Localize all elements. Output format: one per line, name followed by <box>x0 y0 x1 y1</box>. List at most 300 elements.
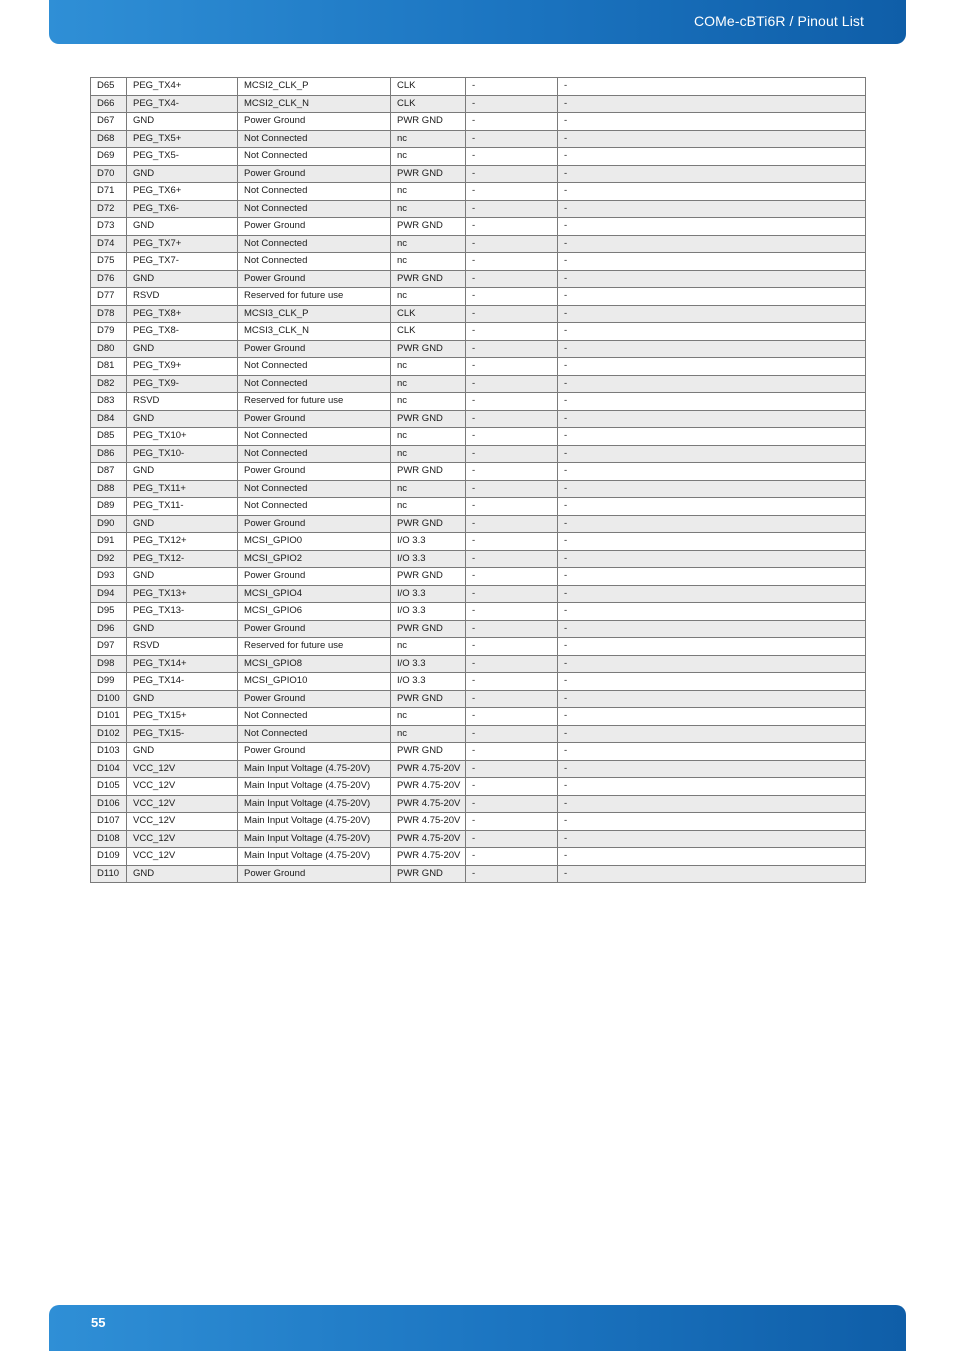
description-cell: Not Connected <box>238 130 391 148</box>
table-row <box>91 375 866 393</box>
pin-cell: D106 <box>91 795 127 813</box>
table-row <box>91 183 866 201</box>
comment-cell: - <box>558 795 866 813</box>
description-cell: Main Input Voltage (4.75-20V) <box>238 778 391 796</box>
termination-cell: - <box>466 673 558 691</box>
table-row <box>91 95 866 113</box>
description-cell: Not Connected <box>238 480 391 498</box>
comment-cell: - <box>558 830 866 848</box>
type-cell: nc <box>391 358 466 376</box>
comment-cell: - <box>558 235 866 253</box>
description-cell: Not Connected <box>238 498 391 516</box>
description-cell: Not Connected <box>238 183 391 201</box>
table-row <box>91 655 866 673</box>
type-cell: PWR GND <box>391 410 466 428</box>
type-cell: nc <box>391 498 466 516</box>
signal-cell: PEG_TX13+ <box>127 585 238 603</box>
termination-cell: - <box>466 270 558 288</box>
pin-cell: D94 <box>91 585 127 603</box>
footer-bar <box>49 1305 906 1351</box>
signal-cell: PEG_TX4- <box>127 95 238 113</box>
signal-cell: PEG_TX15- <box>127 725 238 743</box>
pin-cell: D108 <box>91 830 127 848</box>
type-cell: I/O 3.3 <box>391 533 466 551</box>
description-cell: Power Ground <box>238 113 391 131</box>
comment-cell: - <box>558 148 866 166</box>
termination-cell: - <box>466 585 558 603</box>
description-cell: Power Ground <box>238 620 391 638</box>
comment-cell: - <box>558 445 866 463</box>
table-row <box>91 760 866 778</box>
signal-cell: VCC_12V <box>127 760 238 778</box>
description-cell: MCSI_GPIO0 <box>238 533 391 551</box>
pin-cell: D91 <box>91 533 127 551</box>
termination-cell: - <box>466 410 558 428</box>
description-cell: Reserved for future use <box>238 638 391 656</box>
signal-cell: GND <box>127 113 238 131</box>
comment-cell: - <box>558 305 866 323</box>
type-cell: PWR 4.75-20V <box>391 778 466 796</box>
description-cell: Not Connected <box>238 235 391 253</box>
termination-cell: - <box>466 778 558 796</box>
signal-cell: PEG_TX14+ <box>127 655 238 673</box>
table-row <box>91 603 866 621</box>
termination-cell: - <box>466 498 558 516</box>
signal-cell: PEG_TX12+ <box>127 533 238 551</box>
type-cell: CLK <box>391 305 466 323</box>
comment-cell: - <box>558 340 866 358</box>
description-cell: Main Input Voltage (4.75-20V) <box>238 830 391 848</box>
comment-cell: - <box>558 165 866 183</box>
pin-cell: D97 <box>91 638 127 656</box>
table-row <box>91 515 866 533</box>
description-cell: Power Ground <box>238 690 391 708</box>
termination-cell: - <box>466 463 558 481</box>
table-row <box>91 235 866 253</box>
signal-cell: PEG_TX10- <box>127 445 238 463</box>
type-cell: PWR GND <box>391 690 466 708</box>
description-cell: Not Connected <box>238 708 391 726</box>
pin-cell: D75 <box>91 253 127 271</box>
table-row <box>91 165 866 183</box>
comment-cell: - <box>558 428 866 446</box>
signal-cell: PEG_TX15+ <box>127 708 238 726</box>
signal-cell: PEG_TX11- <box>127 498 238 516</box>
type-cell: nc <box>391 428 466 446</box>
type-cell: CLK <box>391 78 466 96</box>
signal-cell: RSVD <box>127 288 238 306</box>
comment-cell: - <box>558 183 866 201</box>
pin-cell: D69 <box>91 148 127 166</box>
termination-cell: - <box>466 113 558 131</box>
pin-cell: D96 <box>91 620 127 638</box>
description-cell: MCSI_GPIO4 <box>238 585 391 603</box>
comment-cell: - <box>558 778 866 796</box>
type-cell: PWR GND <box>391 743 466 761</box>
termination-cell: - <box>466 305 558 323</box>
table-row <box>91 830 866 848</box>
type-cell: nc <box>391 393 466 411</box>
termination-cell: - <box>466 445 558 463</box>
signal-cell: VCC_12V <box>127 795 238 813</box>
signal-cell: GND <box>127 690 238 708</box>
signal-cell: GND <box>127 865 238 883</box>
type-cell: PWR GND <box>391 113 466 131</box>
type-cell: PWR 4.75-20V <box>391 830 466 848</box>
termination-cell: - <box>466 655 558 673</box>
comment-cell: - <box>558 463 866 481</box>
description-cell: MCSI3_CLK_P <box>238 305 391 323</box>
comment-cell: - <box>558 218 866 236</box>
description-cell: Main Input Voltage (4.75-20V) <box>238 813 391 831</box>
table-row <box>91 743 866 761</box>
type-cell: I/O 3.3 <box>391 673 466 691</box>
termination-cell: - <box>466 130 558 148</box>
table-row <box>91 218 866 236</box>
table-row <box>91 795 866 813</box>
signal-cell: PEG_TX14- <box>127 673 238 691</box>
signal-cell: PEG_TX9+ <box>127 358 238 376</box>
document-title: COMe-cBTi6R / Pinout List <box>693 13 864 29</box>
comment-cell: - <box>558 323 866 341</box>
signal-cell: PEG_TX5+ <box>127 130 238 148</box>
type-cell: nc <box>391 445 466 463</box>
description-cell: Not Connected <box>238 725 391 743</box>
description-cell: Main Input Voltage (4.75-20V) <box>238 795 391 813</box>
termination-cell: - <box>466 200 558 218</box>
pin-cell: D104 <box>91 760 127 778</box>
termination-cell: - <box>466 725 558 743</box>
pin-cell: D101 <box>91 708 127 726</box>
type-cell: PWR GND <box>391 865 466 883</box>
comment-cell: - <box>558 253 866 271</box>
description-cell: MCSI_GPIO2 <box>238 550 391 568</box>
description-cell: Power Ground <box>238 743 391 761</box>
description-cell: Power Ground <box>238 410 391 428</box>
description-cell: Not Connected <box>238 445 391 463</box>
type-cell: CLK <box>391 95 466 113</box>
signal-cell: PEG_TX6+ <box>127 183 238 201</box>
comment-cell: - <box>558 78 866 96</box>
type-cell: nc <box>391 708 466 726</box>
comment-cell: - <box>558 655 866 673</box>
termination-cell: - <box>466 393 558 411</box>
signal-cell: PEG_TX5- <box>127 148 238 166</box>
termination-cell: - <box>466 78 558 96</box>
signal-cell: PEG_TX6- <box>127 200 238 218</box>
pin-cell: D88 <box>91 480 127 498</box>
signal-cell: GND <box>127 340 238 358</box>
pin-cell: D72 <box>91 200 127 218</box>
pin-cell: D73 <box>91 218 127 236</box>
signal-cell: GND <box>127 165 238 183</box>
description-cell: MCSI_GPIO10 <box>238 673 391 691</box>
pin-cell: D100 <box>91 690 127 708</box>
pin-cell: D93 <box>91 568 127 586</box>
signal-cell: VCC_12V <box>127 778 238 796</box>
signal-cell: PEG_TX4+ <box>127 78 238 96</box>
type-cell: nc <box>391 480 466 498</box>
signal-cell: PEG_TX7+ <box>127 235 238 253</box>
type-cell: nc <box>391 183 466 201</box>
pin-cell: D89 <box>91 498 127 516</box>
description-cell: MCSI2_CLK_N <box>238 95 391 113</box>
type-cell: PWR 4.75-20V <box>391 848 466 866</box>
table-row <box>91 288 866 306</box>
comment-cell: - <box>558 200 866 218</box>
table-row <box>91 550 866 568</box>
description-cell: Power Ground <box>238 270 391 288</box>
description-cell: MCSI_GPIO8 <box>238 655 391 673</box>
table-row <box>91 813 866 831</box>
comment-cell: - <box>558 270 866 288</box>
table-row <box>91 78 866 96</box>
table-row <box>91 725 866 743</box>
table-row <box>91 673 866 691</box>
pin-cell: D85 <box>91 428 127 446</box>
comment-cell: - <box>558 410 866 428</box>
table-row <box>91 638 866 656</box>
table-row <box>91 305 866 323</box>
pin-cell: D87 <box>91 463 127 481</box>
signal-cell: VCC_12V <box>127 830 238 848</box>
pin-cell: D79 <box>91 323 127 341</box>
pin-cell: D80 <box>91 340 127 358</box>
pin-cell: D70 <box>91 165 127 183</box>
type-cell: nc <box>391 130 466 148</box>
comment-cell: - <box>558 638 866 656</box>
pin-cell: D102 <box>91 725 127 743</box>
type-cell: PWR 4.75-20V <box>391 795 466 813</box>
description-cell: Reserved for future use <box>238 393 391 411</box>
description-cell: Reserved for future use <box>238 288 391 306</box>
pin-cell: D105 <box>91 778 127 796</box>
description-cell: Power Ground <box>238 340 391 358</box>
signal-cell: GND <box>127 410 238 428</box>
pin-cell: D65 <box>91 78 127 96</box>
termination-cell: - <box>466 848 558 866</box>
type-cell: PWR GND <box>391 218 466 236</box>
pin-cell: D78 <box>91 305 127 323</box>
pin-cell: D90 <box>91 515 127 533</box>
table-row <box>91 340 866 358</box>
termination-cell: - <box>466 165 558 183</box>
table-row <box>91 323 866 341</box>
termination-cell: - <box>466 358 558 376</box>
pin-cell: D74 <box>91 235 127 253</box>
signal-cell: PEG_TX8+ <box>127 305 238 323</box>
description-cell: Main Input Voltage (4.75-20V) <box>238 848 391 866</box>
description-cell: Not Connected <box>238 148 391 166</box>
table-row <box>91 708 866 726</box>
description-cell: MCSI_GPIO6 <box>238 603 391 621</box>
table-row <box>91 410 866 428</box>
termination-cell: - <box>466 865 558 883</box>
pin-cell: D92 <box>91 550 127 568</box>
comment-cell: - <box>558 585 866 603</box>
termination-cell: - <box>466 690 558 708</box>
signal-cell: GND <box>127 620 238 638</box>
table-row <box>91 270 866 288</box>
type-cell: PWR GND <box>391 463 466 481</box>
termination-cell: - <box>466 218 558 236</box>
type-cell: PWR GND <box>391 165 466 183</box>
termination-cell: - <box>466 148 558 166</box>
termination-cell: - <box>466 638 558 656</box>
type-cell: PWR GND <box>391 340 466 358</box>
type-cell: I/O 3.3 <box>391 603 466 621</box>
pin-cell: D103 <box>91 743 127 761</box>
table-row <box>91 148 866 166</box>
termination-cell: - <box>466 323 558 341</box>
pin-cell: D99 <box>91 673 127 691</box>
termination-cell: - <box>466 235 558 253</box>
table-row <box>91 358 866 376</box>
type-cell: PWR 4.75-20V <box>391 760 466 778</box>
signal-cell: GND <box>127 568 238 586</box>
pinout-table <box>90 77 866 883</box>
type-cell: nc <box>391 725 466 743</box>
description-cell: Not Connected <box>238 200 391 218</box>
table-row <box>91 113 866 131</box>
signal-cell: RSVD <box>127 638 238 656</box>
comment-cell: - <box>558 568 866 586</box>
table-row <box>91 568 866 586</box>
page-number: 55 <box>91 1315 106 1330</box>
termination-cell: - <box>466 760 558 778</box>
type-cell: I/O 3.3 <box>391 550 466 568</box>
comment-cell: - <box>558 690 866 708</box>
pin-cell: D95 <box>91 603 127 621</box>
comment-cell: - <box>558 760 866 778</box>
termination-cell: - <box>466 813 558 831</box>
pin-cell: D83 <box>91 393 127 411</box>
table-row <box>91 428 866 446</box>
signal-cell: GND <box>127 463 238 481</box>
type-cell: nc <box>391 253 466 271</box>
description-cell: MCSI2_CLK_P <box>238 78 391 96</box>
termination-cell: - <box>466 95 558 113</box>
termination-cell: - <box>466 550 558 568</box>
pin-cell: D67 <box>91 113 127 131</box>
table-row <box>91 778 866 796</box>
termination-cell: - <box>466 515 558 533</box>
termination-cell: - <box>466 428 558 446</box>
table-row <box>91 848 866 866</box>
type-cell: nc <box>391 638 466 656</box>
table-row <box>91 480 866 498</box>
comment-cell: - <box>558 288 866 306</box>
type-cell: I/O 3.3 <box>391 655 466 673</box>
description-cell: Power Ground <box>238 568 391 586</box>
table-row <box>91 393 866 411</box>
pin-cell: D86 <box>91 445 127 463</box>
termination-cell: - <box>466 253 558 271</box>
comment-cell: - <box>558 480 866 498</box>
table-row <box>91 130 866 148</box>
termination-cell: - <box>466 288 558 306</box>
type-cell: CLK <box>391 323 466 341</box>
pin-cell: D84 <box>91 410 127 428</box>
signal-cell: PEG_TX10+ <box>127 428 238 446</box>
termination-cell: - <box>466 480 558 498</box>
signal-cell: RSVD <box>127 393 238 411</box>
signal-cell: PEG_TX9- <box>127 375 238 393</box>
table-row <box>91 585 866 603</box>
type-cell: nc <box>391 148 466 166</box>
termination-cell: - <box>466 830 558 848</box>
comment-cell: - <box>558 393 866 411</box>
type-cell: nc <box>391 375 466 393</box>
termination-cell: - <box>466 708 558 726</box>
comment-cell: - <box>558 498 866 516</box>
comment-cell: - <box>558 620 866 638</box>
comment-cell: - <box>558 550 866 568</box>
comment-cell: - <box>558 113 866 131</box>
comment-cell: - <box>558 533 866 551</box>
comment-cell: - <box>558 725 866 743</box>
table-row <box>91 200 866 218</box>
description-cell: Power Ground <box>238 515 391 533</box>
comment-cell: - <box>558 358 866 376</box>
termination-cell: - <box>466 183 558 201</box>
description-cell: Not Connected <box>238 428 391 446</box>
comment-cell: - <box>558 673 866 691</box>
description-cell: Power Ground <box>238 865 391 883</box>
termination-cell: - <box>466 743 558 761</box>
comment-cell: - <box>558 743 866 761</box>
description-cell: MCSI3_CLK_N <box>238 323 391 341</box>
table-row <box>91 690 866 708</box>
comment-cell: - <box>558 375 866 393</box>
signal-cell: GND <box>127 270 238 288</box>
pin-cell: D107 <box>91 813 127 831</box>
description-cell: Not Connected <box>238 375 391 393</box>
termination-cell: - <box>466 375 558 393</box>
type-cell: nc <box>391 235 466 253</box>
table-row <box>91 463 866 481</box>
comment-cell: - <box>558 848 866 866</box>
pin-cell: D68 <box>91 130 127 148</box>
table-row <box>91 865 866 883</box>
pin-cell: D110 <box>91 865 127 883</box>
table-row <box>91 445 866 463</box>
pinout-table-body <box>91 78 866 883</box>
comment-cell: - <box>558 515 866 533</box>
description-cell: Not Connected <box>238 253 391 271</box>
comment-cell: - <box>558 95 866 113</box>
signal-cell: GND <box>127 218 238 236</box>
comment-cell: - <box>558 130 866 148</box>
signal-cell: VCC_12V <box>127 813 238 831</box>
table-row <box>91 253 866 271</box>
pin-cell: D81 <box>91 358 127 376</box>
type-cell: PWR 4.75-20V <box>391 813 466 831</box>
type-cell: PWR GND <box>391 515 466 533</box>
type-cell: nc <box>391 288 466 306</box>
table-row <box>91 620 866 638</box>
pin-cell: D82 <box>91 375 127 393</box>
signal-cell: PEG_TX8- <box>127 323 238 341</box>
signal-cell: PEG_TX7- <box>127 253 238 271</box>
signal-cell: PEG_TX12- <box>127 550 238 568</box>
table-row <box>91 498 866 516</box>
type-cell: PWR GND <box>391 620 466 638</box>
pin-cell: D98 <box>91 655 127 673</box>
pin-cell: D71 <box>91 183 127 201</box>
signal-cell: PEG_TX13- <box>127 603 238 621</box>
pin-cell: D77 <box>91 288 127 306</box>
